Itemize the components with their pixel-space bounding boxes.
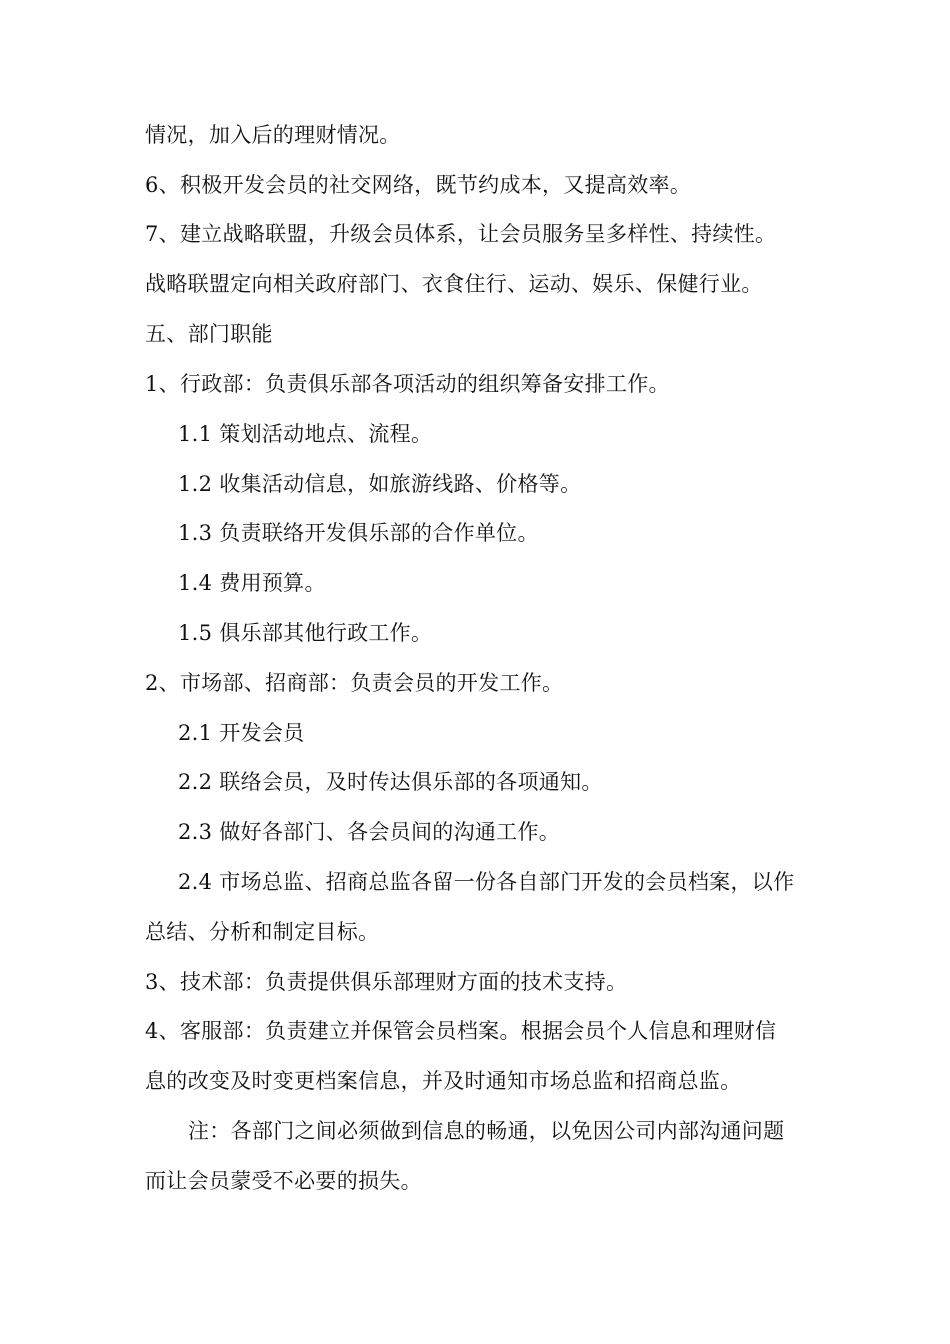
text-line-1-1: 1.1 策划活动地点、流程。 (178, 422, 433, 446)
text-line-service-dept: 4、客服部：负责建立并保管会员档案。根据会员个人信息和理财信 (145, 1019, 777, 1043)
text-line-2-4-cont: 总结、分析和制定目标。 (145, 920, 380, 944)
text-line-1-2: 1.2 收集活动信息，如旅游线路、价格等。 (178, 472, 582, 496)
text-line-note-cont: 而让会员蒙受不必要的损失。 (145, 1169, 422, 1193)
text-line-tech-dept: 3、技术部：负责提供俱乐部理财方面的技术支持。 (145, 970, 628, 994)
section-heading-departments: 五、部门职能 (145, 322, 273, 346)
text-line-item-7-cont: 战略联盟定向相关政府部门、衣食住行、运动、娱乐、保健行业。 (145, 272, 763, 296)
text-line-item-6: 6、积极开发会员的社交网络，既节约成本，又提高效率。 (145, 173, 692, 197)
text-line-service-dept-cont: 息的改变及时变更档案信息，并及时通知市场总监和招商总监。 (145, 1069, 742, 1093)
text-line-2-3: 2.3 做好各部门、各会员间的沟通工作。 (178, 820, 561, 844)
text-line-1-5: 1.5 俱乐部其他行政工作。 (178, 621, 433, 645)
text-line-1-3: 1.3 负责联络开发俱乐部的合作单位。 (178, 521, 539, 545)
text-line-item-7: 7、建立战略联盟，升级会员体系，让会员服务呈多样性、持续性。 (145, 222, 777, 246)
text-line-1-4: 1.4 费用预算。 (178, 571, 326, 595)
text-line-2-1: 2.1 开发会员 (178, 721, 305, 745)
text-line-2-2: 2.2 联络会员，及时传达俱乐部的各项通知。 (178, 770, 603, 794)
text-line-continuation: 情况，加入后的理财情况。 (145, 123, 401, 147)
text-line-2-4: 2.4 市场总监、招商总监各留一份各自部门开发的会员档案，以作 (178, 870, 795, 894)
text-line-market-dept: 2、市场部、招商部：负责会员的开发工作。 (145, 671, 564, 695)
text-line-note: 注：各部门之间必须做到信息的畅通，以免因公司内部沟通问题 (188, 1119, 785, 1143)
text-line-admin-dept: 1、行政部：负责俱乐部各项活动的组织筹备安排工作。 (145, 372, 670, 396)
